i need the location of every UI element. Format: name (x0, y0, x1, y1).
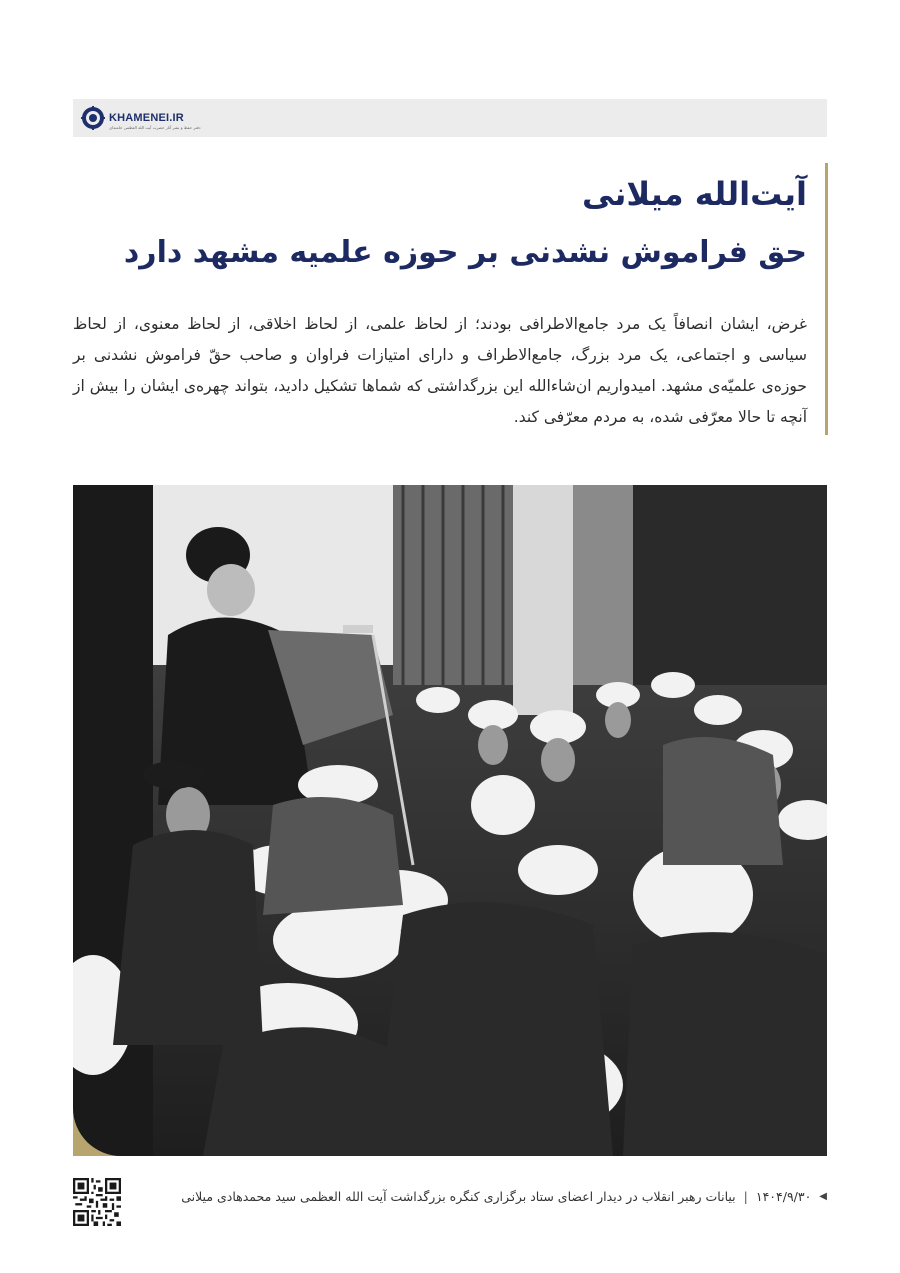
khamenei-logo[interactable] (81, 105, 201, 131)
qr-code-icon[interactable] (73, 1178, 121, 1226)
arrow-left-icon: ◀ (819, 1191, 827, 1202)
logo-emblem-icon (81, 106, 105, 130)
caption-separator: | (743, 1189, 748, 1204)
footer (73, 1175, 827, 1227)
photo-illustration (73, 485, 827, 1156)
speech-caption: بیانات رهبر انقلاب در دیدار اعضای ستاد برگزاری کنگره بزرگداشت آیت الله العظمی سید محمدهادی میلانی (181, 1189, 736, 1204)
gold-corner-ornament (73, 1108, 121, 1156)
historical-photo (73, 485, 827, 1156)
top-bar (73, 99, 827, 137)
article-header (73, 163, 828, 435)
logo-text: KHAMENEI.IR (109, 111, 184, 124)
speech-date: ۱۴۰۴/۹/۳۰ (755, 1189, 812, 1204)
page-title: آیت‌الله میلانی (581, 175, 807, 213)
page-subtitle: حق فراموش نشدنی بر حوزه علمیه مشهد دارد (123, 235, 807, 270)
quote-text: غرض، ایشان انصافاً یک مرد جامع‌الاطرافی بودند؛ از لحاظ علمی، از لحاظ اخلاقی، از لحاظ معنوی، از لحاظ سیاسی و اجتماعی، یک مرد بزرگ، جامع‌الاطراف و دارای امتیازات فراوان و صاحب حقّ فراموش نشدنی بر حوزه‌ی علمیّه‌ی مشهد. امیدواریم ان‌شاءالله این بزرگداشتی که شماها تشکیل دادید، بتواند چهره‌ی ایشان را بیش از آنچه تا حالا معرّفی شده، به مردم معرّفی کند. (73, 315, 807, 426)
source-caption (181, 1189, 827, 1204)
logo-subtext: دفتر حفظ و نشر آثار حضرت آیت الله العظمی خامنه‌ای (109, 124, 201, 130)
